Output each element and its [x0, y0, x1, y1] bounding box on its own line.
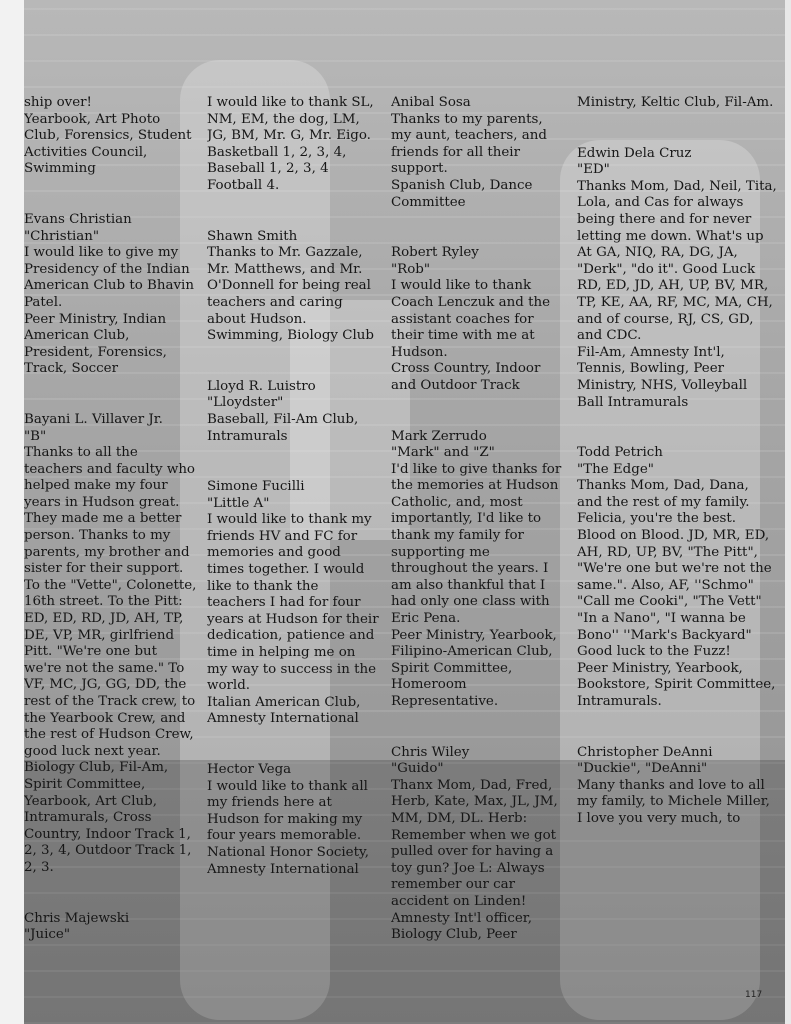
senior-name: Todd Petrich [577, 445, 663, 461]
senior-nickname: "The Edge" [577, 461, 654, 477]
senior-entry [391, 429, 563, 711]
senior-entry [577, 146, 777, 412]
senior-name: Simone Fucilli [207, 479, 305, 495]
senior-name: Mark Zerrudo [391, 428, 487, 444]
text-column-4 [577, 95, 777, 1024]
senior-nickname: "Christian" [24, 228, 100, 244]
senior-statement: I would like to thank SL, NM, EM, the dog, LM, JG, BM, Mr. G, Mr. Eigo. Basketball 1, 2, 3, 4, Baseball 1, 2, 3, 4 Football 4. [207, 95, 374, 193]
senior-statement: Thanks to my parents, my aunt, teachers, and friends for all their support. Spanish Club, Dance Committee [391, 111, 547, 210]
senior-statement: Thanks to Mr. Gazzale, Mr. Matthews, and Mr. O'Donnell for being real teachers and caring about Hudson. Swimming, Biology Club [207, 245, 374, 344]
senior-name: Hector Vega [207, 762, 292, 777]
senior-name: Edwin Dela Cruz [577, 145, 692, 161]
page-margin-right [785, 0, 791, 1024]
senior-name: Christopher DeAnni [577, 744, 713, 760]
senior-entry [24, 212, 198, 378]
text-column-2 [207, 95, 379, 1024]
senior-statement: I would like to give my Presidency of the Indian American Club to Bhavin Patel. Peer Ministry, Indian American Club, President, Forensics, Track, Soccer [24, 245, 194, 377]
senior-statement: Thanks Mom, Dad, Dana, and the rest of my family. Felicia, you're the best. Blood on Blood. JD, MR, ED, AH, RD, UP, BV, "The Pitt", "We're one but we're not the same.". Also, AF, ''Schmo" "Call me Cooki", "The Vett" "In a Nano", "I wanna be Bono'' ''Mark's Backyard" Good luck to the Fuzz! Peer Ministry, Yearbook, Bookstore, Spirit Committee, Intramurals. [577, 478, 776, 709]
senior-entry [577, 445, 777, 711]
senior-name: Chris Wiley [391, 744, 470, 760]
page-margin-left [0, 0, 24, 1024]
senior-entry [207, 379, 379, 445]
senior-statement: I would like to thank Coach Lenczuk and the assistant coaches for their time with me at Hudson. Cross Country, Indoor and Outdoor Track [391, 278, 551, 393]
senior-nickname: "B" [24, 428, 47, 444]
senior-statement: I would like to thank my friends HV and FC for memories and good times together. I would like to thank the teachers I had for four years at Hudson for their dedication, patience and time in helping me on my way to success in the world. Italian American Club, Amnesty International [207, 512, 379, 727]
senior-nickname: "Duckie", "DeAnni" [577, 761, 708, 777]
senior-entry [207, 95, 379, 195]
senior-nickname: "Guido" [391, 761, 444, 777]
text-column-1 [24, 95, 198, 1024]
senior-statement: Thanks to all the teachers and faculty who helped make my four years in Hudson great. They made me a better person. Thanks to my parents, my brother and sister for their support. To the "Vette", Colonette, 16th street. To the Pitt: ED, ED, RD, JD, AH, TP, DE, VP, MR, girlfriend Pitt. "We're one but we're not the same." To VF, MC, JG, GG, DD, the rest of the Track crew, to the Yearbook Crew, and the rest of Hudson Crew, good luck next year. Biology Club, Fil-Am, Spirit Committee, Yearbook, Art Club, Intramurals, Cross Country, Indoor Track 1, 2, 3, 4, Outdoor Track 1, 2, 3. [24, 445, 197, 875]
senior-nickname: "Little A" [207, 495, 270, 511]
senior-nickname: "Lloydster" [207, 395, 284, 411]
senior-name: Shawn Smith [207, 228, 298, 244]
senior-statement: Many thanks and love to all my family, to Michele Miller, I love you very much, to [577, 777, 770, 826]
senior-entry [391, 745, 563, 944]
senior-entry [24, 95, 198, 178]
senior-statement: ship over! Yearbook, Art Photo Club, Forensics, Student Activities Council, Swimming [24, 95, 192, 177]
senior-name: Chris Majewski [24, 910, 130, 926]
senior-entry [391, 95, 563, 211]
senior-nickname: "ED" [577, 162, 610, 178]
senior-name: Robert Ryley [391, 245, 479, 261]
senior-statement: Thanx Mom, Dad, Fred, Herb, Kate, Max, JL, JM, MM, DM, DL. Herb: Remember when we got pulled over for having a toy gun? Joe L: Always remember our car accident on Linden! Amnesty Int'l officer, Biology Club, Peer [391, 777, 558, 943]
senior-name: Evans Christian [24, 211, 132, 227]
senior-statement: Thanks Mom, Dad, Neil, Tita, Lola, and Cas for always being there and for never letting me down. What's up At GA, NIQ, RA, DG, JA, "Derk", "do it". Good Luck RD, ED, JD, AH, UP, BV, MR, TP, KE, AA, RF, MC, MA, CH, and of course, RJ, CS, GD, and CDC. Fil-Am, Amnesty Int'l, Tennis, Bowling, Peer Ministry, NHS, Volleyball Ball Intramurals [577, 178, 777, 410]
senior-nickname: "Rob" [391, 261, 431, 277]
senior-statement: I'd like to give thanks for the memories at Hudson Catholic, and, most importantly, I'd like to thank my family for supporting me throughout the years. I am also thankful that I had only one class with Eric Pena. Peer Ministry, Yearbook, Filipino-American Club, Spirit Committee, Homeroom Representative. [391, 461, 562, 709]
senior-name: Lloyd R. Luistro [207, 378, 316, 394]
page-number: 117 [745, 990, 763, 1000]
senior-statement: Baseball, Fil-Am Club, Intramurals [207, 411, 359, 444]
senior-nickname: "Juice" [24, 927, 71, 943]
senior-nickname: "Mark" and "Z" [391, 445, 495, 461]
senior-entry [207, 762, 379, 878]
senior-entry [391, 245, 563, 394]
senior-entry [577, 95, 777, 112]
senior-statement: I would like to thank all my friends here at Hudson for making my four years memorable. National Honor Society, Amnesty International [207, 778, 370, 877]
senior-statement: Ministry, Keltic Club, Fil-Am. [577, 95, 774, 110]
senior-name: Anibal Sosa [391, 95, 471, 110]
senior-entry [577, 745, 777, 828]
senior-entry [24, 911, 198, 944]
senior-name: Bayani L. Villaver Jr. [24, 411, 163, 427]
senior-entry [207, 479, 379, 728]
senior-entry [207, 229, 379, 345]
senior-entry [24, 412, 198, 877]
text-column-3 [391, 95, 563, 1024]
